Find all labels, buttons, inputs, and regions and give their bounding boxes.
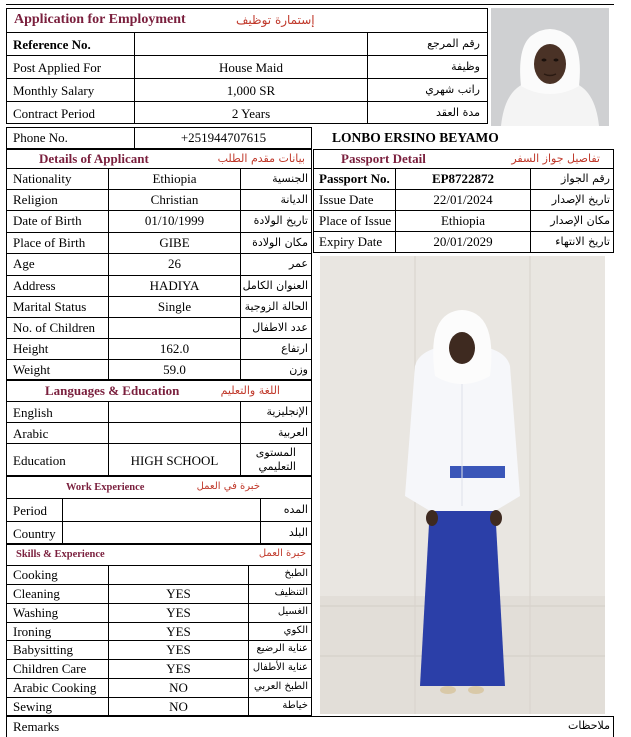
skill-arabic: الكوي xyxy=(283,625,308,636)
salary-arabic: راتب شهري xyxy=(425,83,480,96)
passport-value: Ethiopia xyxy=(440,213,486,228)
skill-value: YES xyxy=(166,605,191,620)
skill-arabic: عناية الأطفال xyxy=(252,662,308,673)
work-title: Work Experience xyxy=(66,482,145,493)
passport-arabic: رقم الجواز xyxy=(561,172,610,185)
detail-label: No. of Children xyxy=(13,320,95,335)
skill-label: Sewing xyxy=(13,699,52,714)
period-arabic: المده xyxy=(283,503,308,516)
education-label: Education xyxy=(13,453,66,468)
skill-value: NO xyxy=(169,699,188,714)
skill-value: YES xyxy=(166,661,191,676)
passport-value: EP8722872 xyxy=(431,171,495,186)
skill-label: Children Care xyxy=(13,661,87,676)
contract-arabic: مدة العقد xyxy=(436,106,480,119)
skill-arabic: الطبخ xyxy=(284,568,308,579)
passport-label: Expiry Date xyxy=(319,234,383,249)
period-label: Period xyxy=(13,503,47,518)
detail-label: Height xyxy=(13,341,49,356)
country-label: Country xyxy=(13,526,56,541)
salary-value: 1,000 SR xyxy=(226,83,276,98)
detail-arabic: ارتفاع xyxy=(281,342,308,355)
phone-label: Phone No. xyxy=(13,130,68,145)
details-title: Details of Applicant xyxy=(39,151,149,166)
detail-value: 26 xyxy=(168,256,181,271)
contract-label: Contract Period xyxy=(13,106,95,121)
skills-title: Skills & Experience xyxy=(16,549,105,560)
remarks-arabic: ملاحظات xyxy=(568,719,610,732)
detail-arabic: الديانة xyxy=(280,193,308,206)
skill-value: YES xyxy=(166,586,191,601)
reference-label: Reference No. xyxy=(13,37,91,52)
detail-value: Christian xyxy=(150,192,199,207)
detail-arabic: الحالة الزوجية xyxy=(244,300,308,313)
detail-value: 01/10/1999 xyxy=(144,213,205,228)
languages-title: Languages & Education xyxy=(45,383,180,398)
skill-value: YES xyxy=(166,642,191,657)
skills-title-arabic: خبرة العمل xyxy=(258,548,306,559)
detail-label: Religion xyxy=(13,192,58,207)
detail-arabic: تاريخ الولادة xyxy=(253,214,308,227)
arabic-arabic: العربية xyxy=(277,426,308,439)
post-label: Post Applied For xyxy=(13,60,102,75)
passport-label: Place of Issue xyxy=(319,213,392,228)
post-arabic: وظيفة xyxy=(451,60,480,73)
detail-label: Date of Birth xyxy=(13,213,82,228)
passport-arabic: تاريخ الانتهاء xyxy=(555,235,610,248)
education-value: HIGH SCHOOL xyxy=(130,453,219,468)
skill-arabic: الطبخ العربي xyxy=(254,681,308,692)
detail-label: Weight xyxy=(13,362,51,377)
detail-label: Marital Status xyxy=(13,299,87,314)
detail-arabic: العنوان الكامل xyxy=(242,279,308,292)
skill-label: Babysitting xyxy=(13,642,73,657)
skill-value: NO xyxy=(169,680,188,695)
title-english: Application for Employment xyxy=(14,12,186,27)
detail-value: GIBE xyxy=(159,235,190,250)
salary-label: Monthly Salary xyxy=(13,83,95,98)
passport-value: 22/01/2024 xyxy=(433,192,493,207)
passport-label: Passport No. xyxy=(319,171,390,186)
skill-arabic: التنظيف xyxy=(274,587,308,598)
detail-value: Ethiopia xyxy=(152,171,197,186)
passport-title-arabic: تفاصيل جواز السفر xyxy=(511,152,600,165)
skill-value: YES xyxy=(166,624,191,639)
passport-arabic: مكان الإصدار xyxy=(550,214,610,227)
contract-value: 2 Years xyxy=(231,106,271,121)
full-body-photo xyxy=(320,256,605,714)
applicant-name: LONBO ERSINO BEYAMO xyxy=(332,130,499,145)
detail-label: Place of Birth xyxy=(13,235,86,250)
details-title-arabic: بيانات مقدم الطلب xyxy=(217,152,305,165)
detail-label: Address xyxy=(13,278,56,293)
detail-value: HADIYA xyxy=(149,278,200,293)
phone-value: +251944707615 xyxy=(180,130,267,145)
portrait-photo xyxy=(491,8,609,126)
remarks-label: Remarks xyxy=(13,719,60,734)
skill-label: Washing xyxy=(13,605,59,620)
passport-label: Issue Date xyxy=(319,192,374,207)
skill-arabic: الغسيل xyxy=(277,606,308,617)
skill-arabic: عناية الرضيع xyxy=(256,643,308,654)
skill-label: Arabic Cooking xyxy=(13,680,97,695)
skill-label: Ironing xyxy=(13,624,52,639)
reference-arabic: رقم المرجع xyxy=(427,37,480,50)
detail-value: Single xyxy=(157,299,192,314)
detail-value: 162.0 xyxy=(159,341,190,356)
languages-title-arabic: اللغة والتعليم xyxy=(220,384,280,397)
detail-arabic: وزن xyxy=(289,363,308,376)
detail-arabic: عدد الاطفال xyxy=(252,321,308,334)
skill-label: Cleaning xyxy=(13,586,60,601)
title-arabic: إستمارة توظيف xyxy=(236,13,315,27)
passport-title: Passport Detail xyxy=(341,151,426,166)
arabic-label: Arabic xyxy=(13,426,49,441)
work-title-arabic: خبرة في العمل xyxy=(196,481,260,492)
passport-arabic: تاريخ الإصدار xyxy=(551,193,610,206)
passport-value: 20/01/2029 xyxy=(433,234,493,249)
detail-label: Age xyxy=(13,256,35,271)
english-arabic: الإنجليزية xyxy=(266,405,308,418)
skill-label: Cooking xyxy=(13,567,58,582)
detail-value: 59.0 xyxy=(163,362,186,377)
post-value: House Maid xyxy=(219,60,283,75)
detail-label: Nationality xyxy=(13,171,72,186)
detail-arabic: الجنسية xyxy=(272,172,308,185)
country-arabic: البلد xyxy=(288,526,308,539)
detail-arabic: مكان الولادة xyxy=(252,236,308,249)
skill-arabic: خياطة xyxy=(282,700,308,711)
education-arabic: المستوى التعليمي xyxy=(255,446,296,473)
english-label: English xyxy=(13,405,53,420)
detail-arabic: عمر xyxy=(289,257,308,270)
